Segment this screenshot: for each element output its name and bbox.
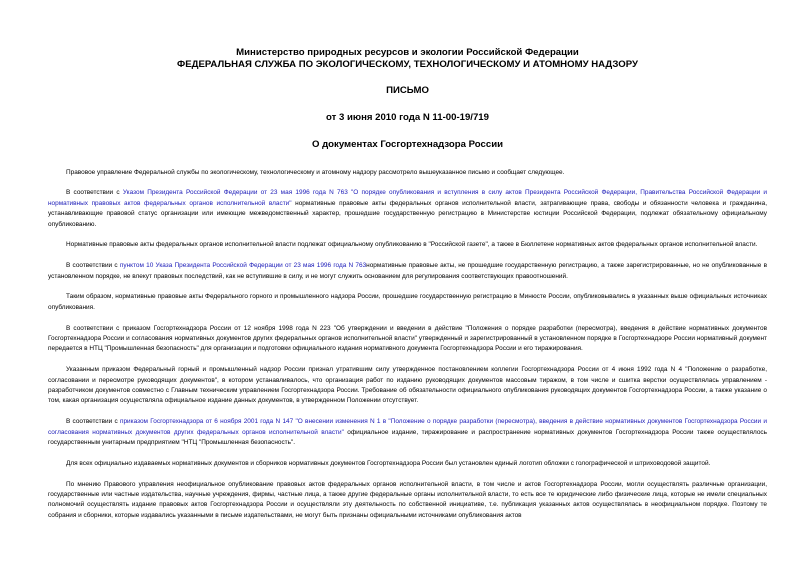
decree-763-clause-10-link[interactable]: пунктом 10 Указа Президента Российской Федерации от 23 мая 1996 года N 763: [119, 262, 367, 270]
ministry-name: Министерство природных ресурсов и экологии Российской Федерации: [236, 47, 579, 58]
paragraph-10: По мнению Правового управления неофициальное опубликование правовых актов федеральных органов исполнительной власти, в том числе и актов Госгортехнадзора России, могли осуществлять различные организации, государственные или частные издательства, научные учреждения, фирмы, частные лица, а также другие федеральные органы исполнительной власти, то есть все те юридические либо физические лица, которые не имели специальных полномочий осуществлять издание правовых актов Госгортехнадзора России и осуществляли эту деятельность по собственной инициативе, т.е. публикация указанных актов осуществлялась в неофициальном порядке. Поэтому те собрания и сборники, которые издавались указанными в письме издательствами, не могут быть признаны официальными источниками опубликования актов: [48, 480, 767, 519]
paragraph-4: [48, 261, 767, 282]
paragraph-9: Для всех официально издаваемых нормативных документов и сборников нормативных документов Госгортехнадзора России был установлен единый логотип обложки с голографической и штриховодовой защитой.: [66, 459, 711, 467]
document-subject: О документах Госгортехнадзора России: [311, 139, 504, 150]
paragraph-4-text: нормативные правовые акты, не прошедшие государственную регистрацию, а также зарегистрированные, но не опубликованные в установленном порядке, не влекут правовых последствий, как не вступившие в силу, и не могут служить основанием для регулирования соответствующих правоотношений.: [48, 262, 767, 280]
paragraph-2: [48, 188, 767, 230]
paragraph-5: Таким образом, нормативные правовые акты Федерального горного и промышленного надзора России, прошедшие государственную регистрацию в Минюсте России, опубликовывались в указанных выше официальных источниках опубликования.: [48, 293, 767, 311]
paragraph-2-text: нормативные правовые акты федеральных органов исполнительной власти, затрагивающие права, свободы и обязанности человека и гражданина, устанавливающие правовой статус организации или имеющие межведомственный характер, прошедшие государственную регистрацию в Министерстве юстиции Российской Федерации, подлежат обязательному официальному опубликованию.: [48, 199, 767, 228]
document-type: ПИСЬМО: [386, 85, 429, 96]
paragraph-8: [48, 417, 767, 448]
decree-763-link[interactable]: Указом Президента Российской Федерации от 23 мая 1996 года N 763 "О порядке опубликования и вступления в силу актов Президента Российской Федерации, Правительства Российской Федерации и нормативных правовых актов федеральных органов исполнительной власти": [48, 189, 767, 207]
paragraph-7: Указанным приказом Федеральный горный и промышленный надзор России признал утратившим силу утвержденное постановлением коллегии Госгортехнадзора России от 4 июня 1992 года N 4 "Положение о разработке, согласовании и пересмотре руководящих документов", в котором устанавливалось, что организация работ по изданию руководящих документов массовым тиражом, в том числе и сшитка верстки осуществлялась управлением - разработчиком документов совместно с Главным техническим управлением Госгортехнадзора России. Требование об обязательности официального опубликования руководящих документов Госгортехнадзора России, а также указание о том, какая организация осуществляла официальное издание данных документов, в утвержденном Положении отсутствует.: [48, 366, 767, 405]
document-body: [48, 168, 767, 522]
paragraph-4-intro: В соответствии с: [66, 262, 120, 270]
paragraph-8-text: официальное издание, тиражирование и распространение нормативных документов Госгортехнадзора России также осуществлялось государственным унитарным предприятием "НТЦ "Промышленная безопасность".: [48, 428, 767, 446]
agency-name: ФЕДЕРАЛЬНАЯ СЛУЖБА ПО ЭКОЛОГИЧЕСКОМУ, ТЕХНОЛОГИЧЕСКОМУ И АТОМНОМУ НАДЗОРУ: [177, 58, 638, 70]
order-147-link[interactable]: приказом Госгортехнадзора от 6 ноября 2001 года N 147 "О внесении изменения N 1 в "Положение о порядке разработки (пересмотра), введения в действие нормативных документов Госгортехнадзора России и согласования нормативных документов других федеральных органов исполнительной власти": [48, 418, 767, 436]
paragraph-8-intro: В соответствии с: [66, 418, 120, 426]
document-date-number: от 3 июня 2010 года N 11-00-19/719: [326, 111, 489, 123]
paragraph-3: Нормативные правовые акты федеральных органов исполнительной власти подлежат официальному опубликованию в "Российской газете", а также в Бюллетене нормативных актов федеральных органов исполнительной власти.: [66, 241, 758, 249]
paragraph-1: Правовое управление Федеральной службы по экологическому, технологическому и атомному надзору рассмотрело вышеуказанное письмо и сообщает следующее.: [66, 168, 565, 176]
paragraph-6: В соответствии с приказом Госгортехнадзора России от 12 ноября 1998 года N 223 "Об утверждении и введении в действие "Положения о порядке разработки (пересмотра), введения в действие нормативных документов Госгортехнадзора России и согласования нормативных документов других федеральных органов исполнительной власти" утвержденный и зарегистрированный в установленном порядке в Госгортехнадзоре России нормативный документ передается в НТЦ "Промышленная безопасность" для организации и подготовки официального издания нормативного документа Госгортехнадзора России и его тиражирования.: [48, 324, 767, 353]
paragraph-2-intro: В соответствии с: [66, 189, 123, 197]
